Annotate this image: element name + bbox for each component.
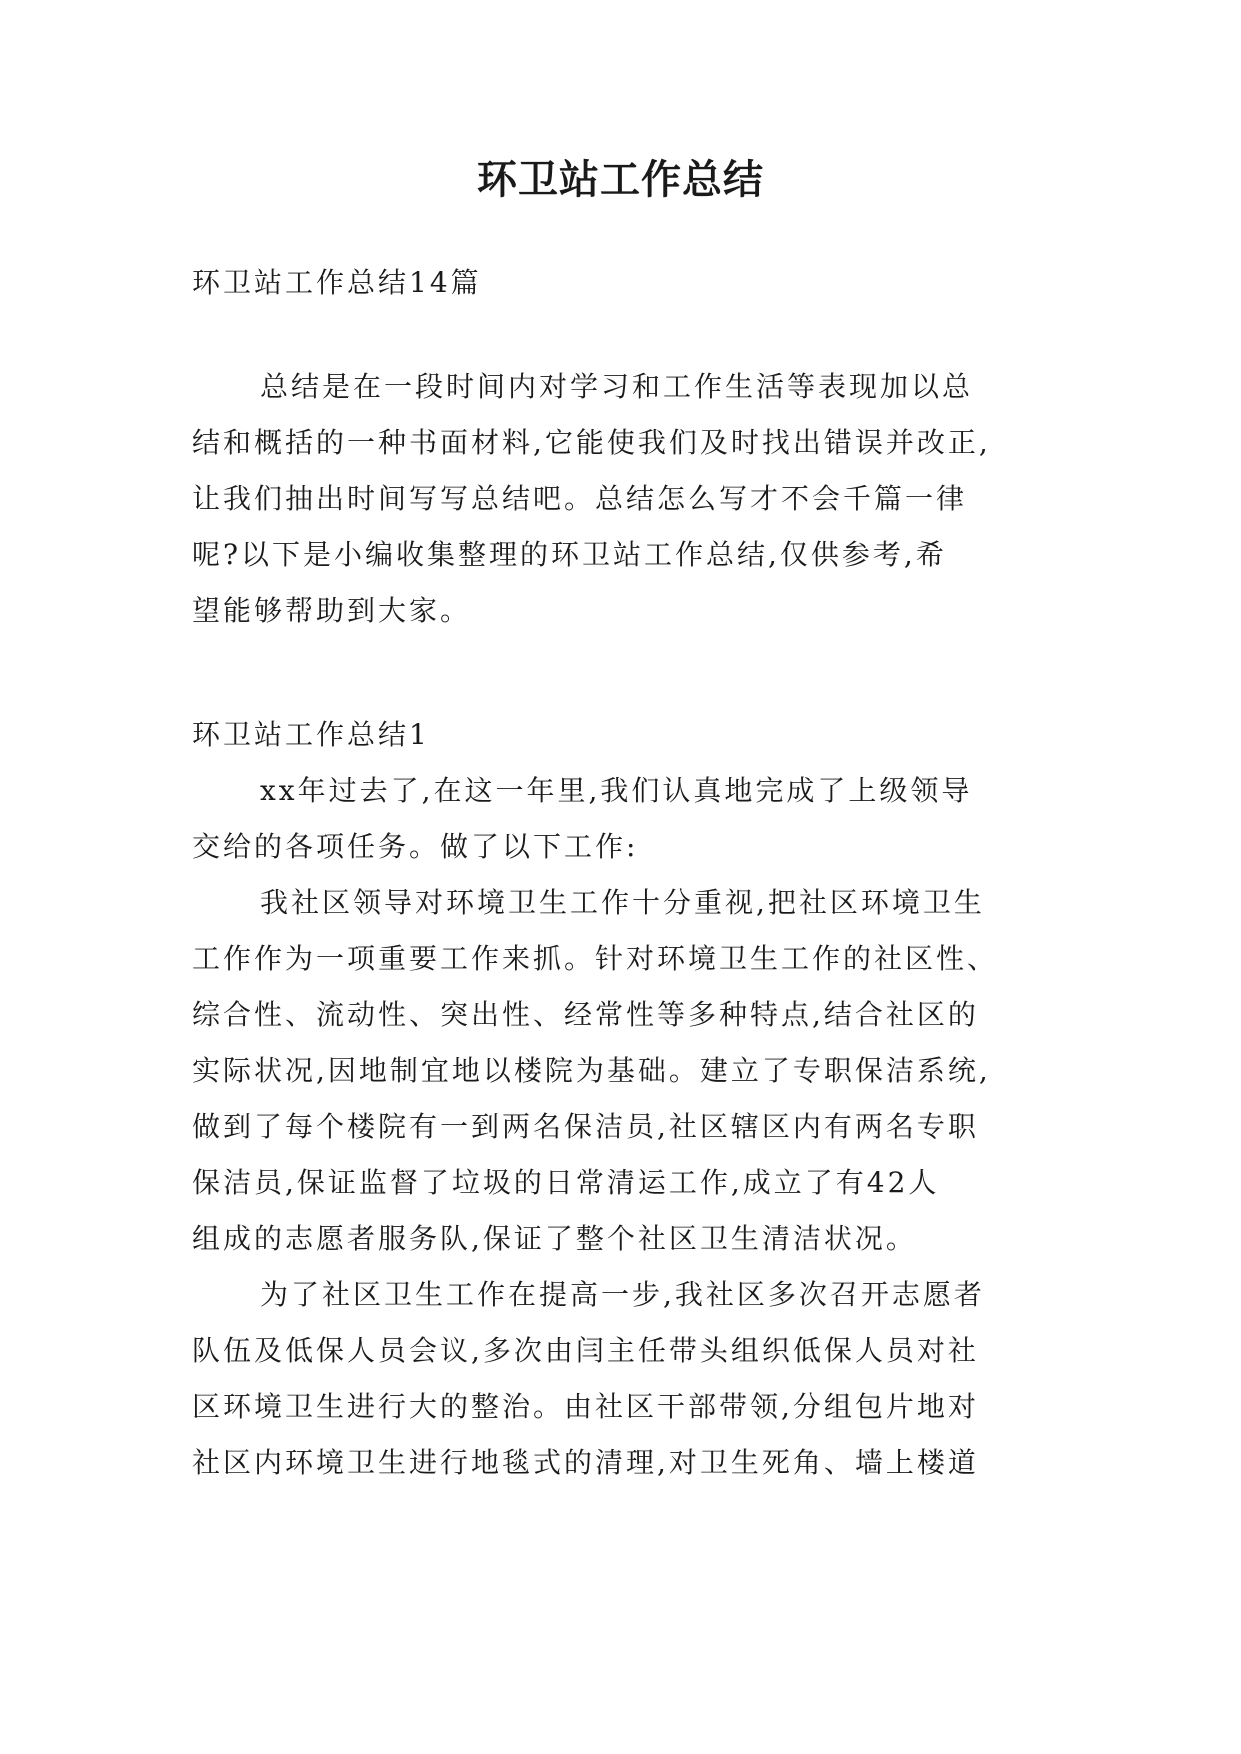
- paragraph-line: xx年过去了,在这一年里,我们认真地完成了上级领导: [260, 774, 973, 807]
- subtitle-line: 环卫站工作总结14篇: [192, 266, 482, 299]
- paragraph-line: 我社区领导对环境卫生工作十分重视,把社区环境卫生: [260, 886, 985, 919]
- paragraph-line: 组成的志愿者服务队,保证了整个社区卫生清洁状况。: [192, 1222, 917, 1255]
- paragraph-line: 为了社区卫生工作在提高一步,我社区多次召开志愿者: [260, 1278, 985, 1311]
- paragraph-line: 交给的各项任务。做了以下工作:: [192, 830, 639, 863]
- section-heading-line: 环卫站工作总结1: [192, 718, 430, 751]
- section-body: [192, 763, 1052, 1491]
- document-subtitle: [192, 255, 1052, 311]
- intro-paragraph: [192, 359, 1052, 639]
- paragraph-line: 实际状况,因地制宜地以楼院为基础。建立了专职保洁系统,: [192, 1054, 991, 1087]
- paragraph-line: 保洁员,保证监督了垃圾的日常清运工作,成立了有42人: [192, 1166, 940, 1199]
- paragraph-line: 总结是在一段时间内对学习和工作生活等表现加以总: [260, 370, 974, 403]
- document-title: 环卫站工作总结: [477, 156, 764, 203]
- paragraph-line: 结和概括的一种书面材料,它能使我们及时找出错误并改正,: [192, 426, 991, 459]
- paragraph-line: 区环境卫生进行大的整治。由社区干部带领,分组包片地对: [192, 1390, 979, 1423]
- paragraph-line: 望能够帮助到大家。: [192, 594, 472, 627]
- paragraph-line: 做到了每个楼院有一到两名保洁员,社区辖区内有两名专职: [192, 1110, 979, 1143]
- paragraph-line: 让我们抽出时间写写总结吧。总结怎么写才不会千篇一律: [192, 482, 968, 515]
- section-heading: [192, 707, 1052, 763]
- paragraph-line: 队伍及低保人员会议,多次由闫主任带头组织低保人员对社: [192, 1334, 979, 1367]
- paragraph-line: 综合性、流动性、突出性、经常性等多种特点,结合社区的: [192, 998, 979, 1031]
- paragraph-line: 社区内环境卫生进行地毯式的清理,对卫生死角、墙上楼道: [192, 1446, 979, 1479]
- paragraph-line: 呢?以下是小编收集整理的环卫站工作总结,仅供参考,希: [192, 538, 947, 571]
- paragraph-line: 工作作为一项重要工作来抓。针对环境卫生工作的社区性、: [192, 942, 999, 975]
